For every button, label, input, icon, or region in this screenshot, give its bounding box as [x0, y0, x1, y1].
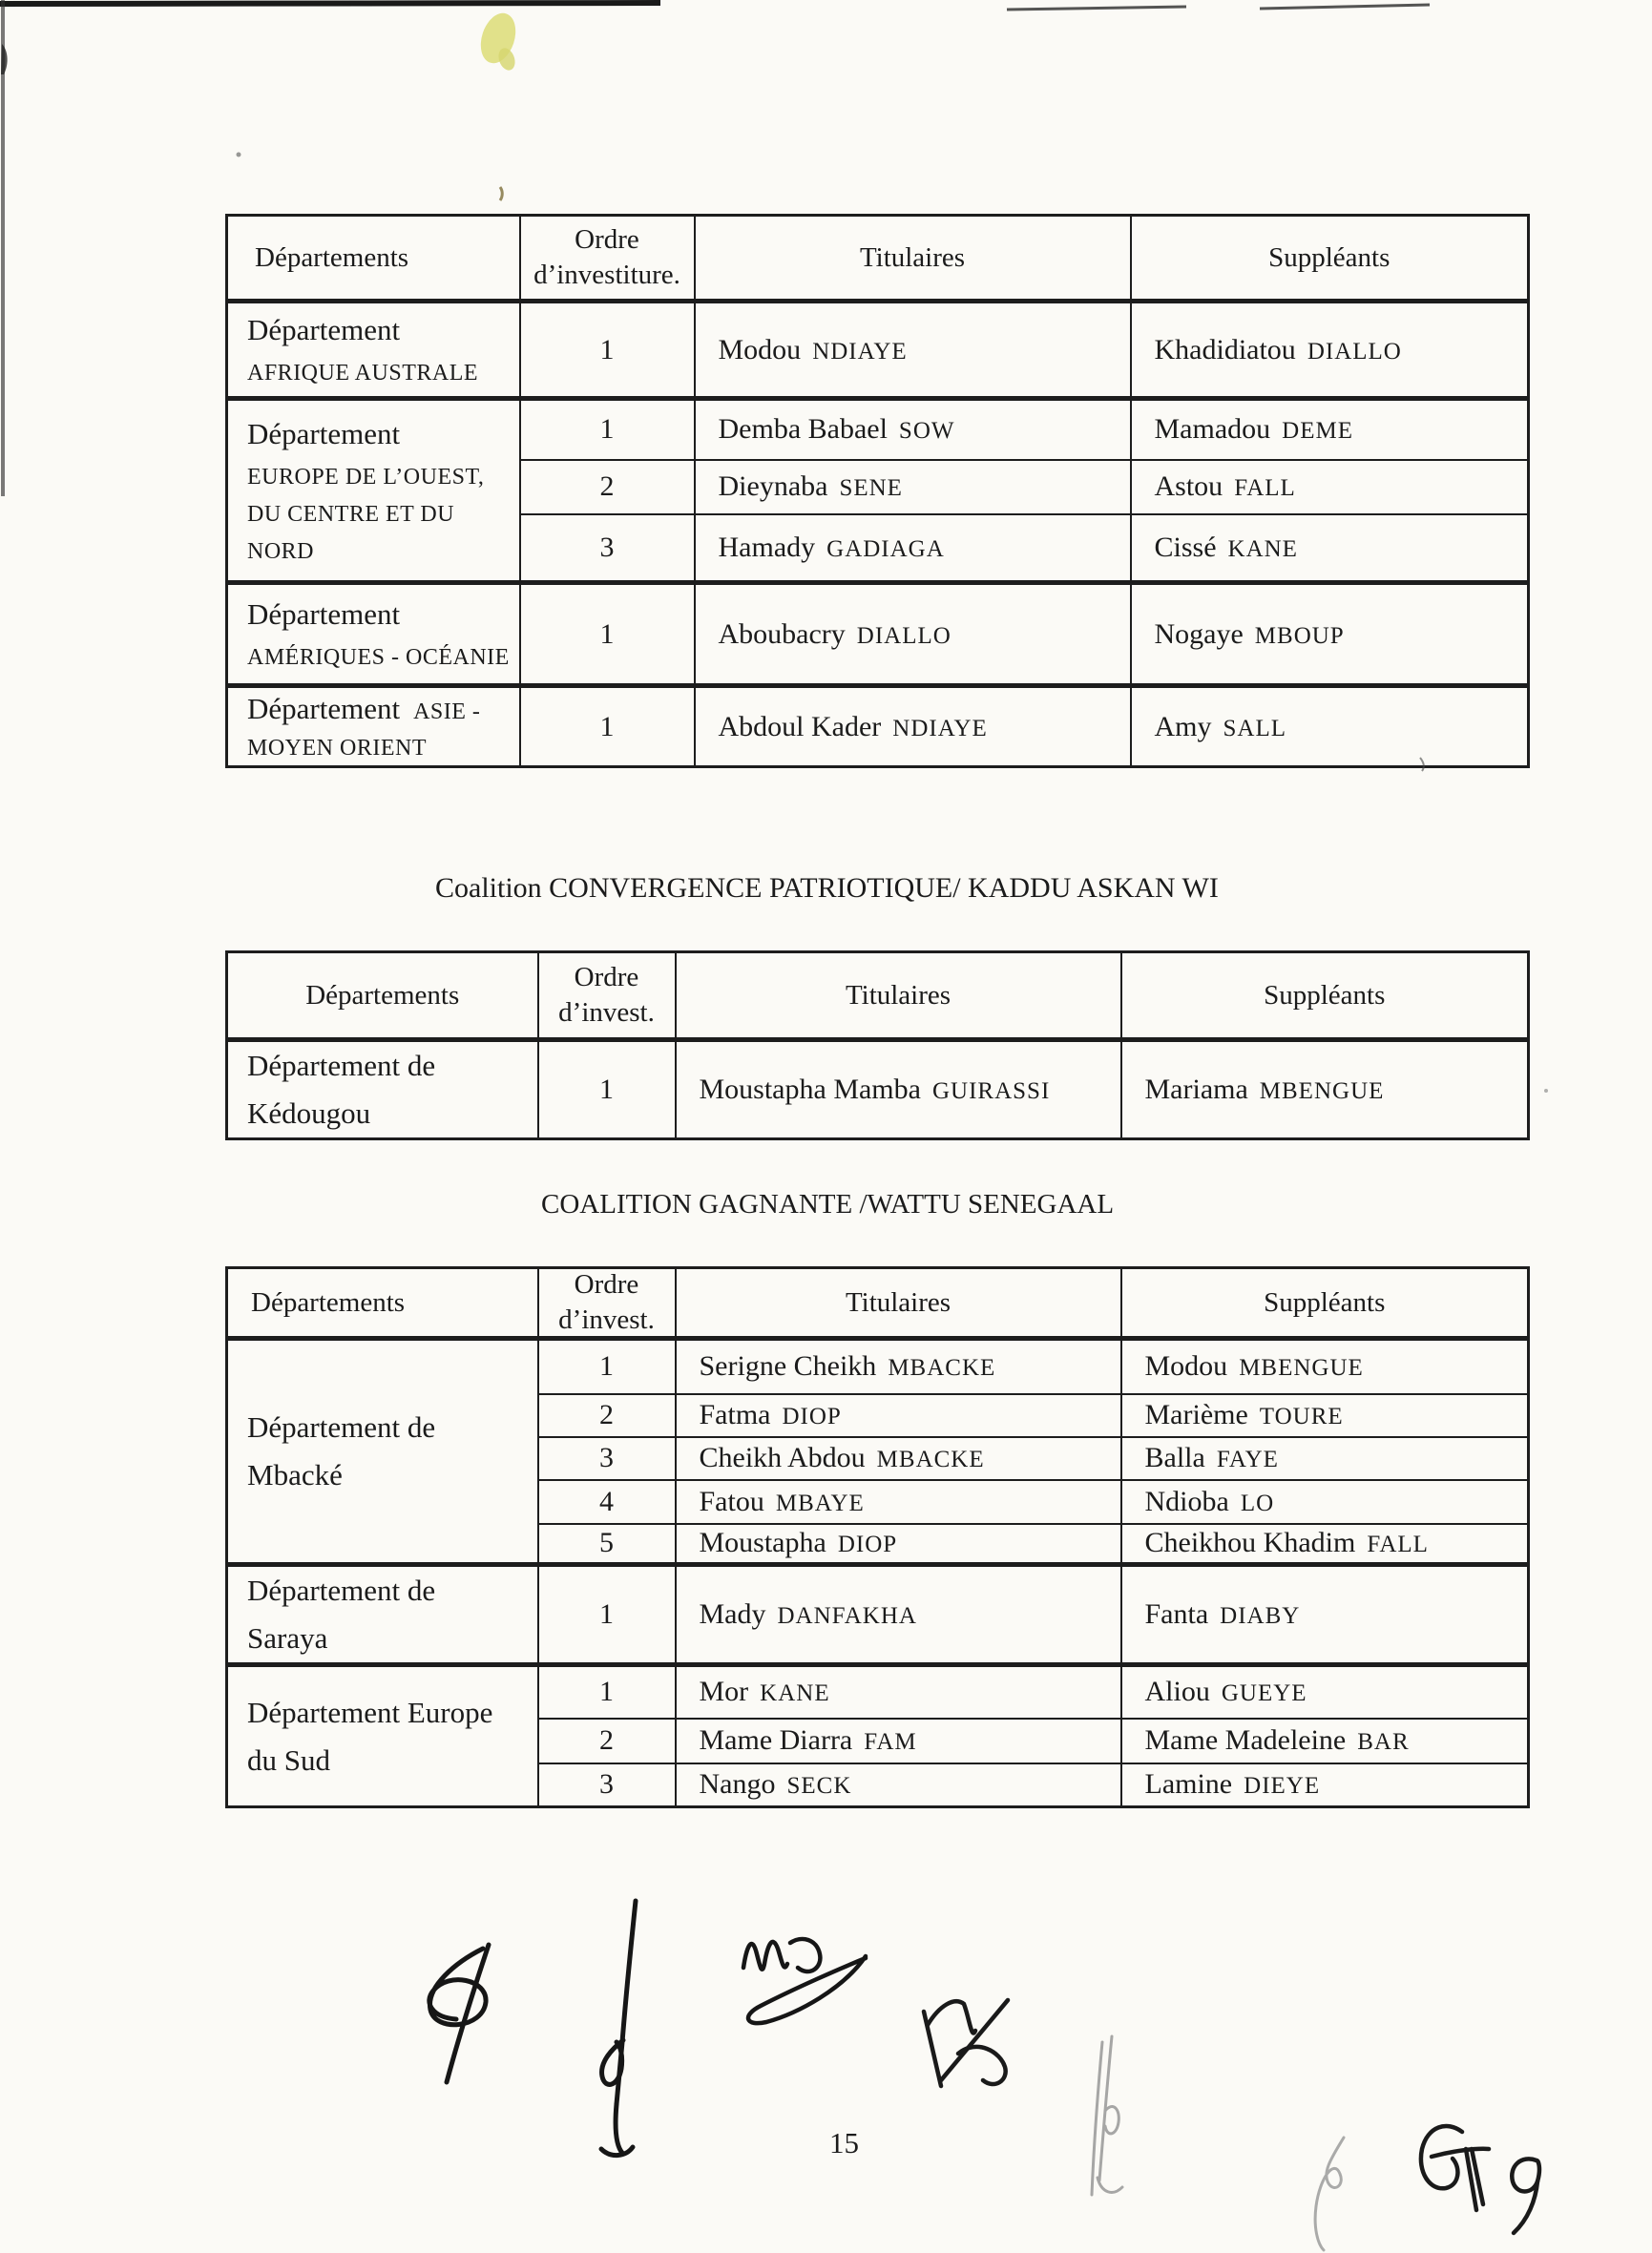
given-name: Nogaye — [1154, 617, 1244, 650]
titulaire-cell — [695, 686, 1131, 767]
scan-edge-line — [0, 3, 660, 4]
scan-edge-line — [1260, 5, 1430, 9]
ordre-header-line2: d’investiture. — [533, 260, 680, 290]
suppleant-cell — [1121, 1565, 1529, 1665]
signature-mark-8 — [1512, 2159, 1539, 2233]
given-name: Mame Madeleine — [1144, 1724, 1347, 1756]
suppleant-cell — [1131, 460, 1529, 514]
family-name: BAR — [1357, 1729, 1410, 1755]
family-name: FAM — [864, 1729, 917, 1755]
family-name: LO — [1240, 1490, 1275, 1516]
titulaire-cell — [676, 1719, 1121, 1763]
coalition-gagnante-heading: COALITION GAGNANTE /WATTU SENEGAAL — [541, 1189, 1115, 1220]
ordre-cell: 3 — [538, 1437, 676, 1480]
family-name: NDIAYE — [892, 715, 988, 741]
ordre-cell: 1 — [538, 1339, 676, 1394]
given-name: Ndioba — [1144, 1485, 1229, 1517]
given-name: Marième — [1144, 1399, 1248, 1430]
column-header-ordre — [520, 216, 695, 302]
yellow-smudge — [495, 46, 517, 73]
department-cell-europe-ouest — [227, 399, 520, 583]
suppleant-cell — [1131, 399, 1529, 460]
given-name: Amy — [1154, 710, 1212, 742]
given-name: Aliou — [1144, 1676, 1210, 1708]
titulaire-cell — [676, 1394, 1121, 1437]
given-name: Aboubacry — [718, 617, 846, 650]
given-name: Lamine — [1144, 1768, 1233, 1801]
family-name: GUIRASSI — [931, 1078, 1051, 1104]
table-row — [227, 686, 1529, 767]
titulaire-cell — [695, 460, 1131, 514]
ordre-cell: 2 — [538, 1719, 676, 1763]
signature-mark-7 — [1421, 2126, 1489, 2210]
column-header-titulaires: Titulaires — [676, 1268, 1121, 1339]
table-row — [227, 1339, 1529, 1394]
kaddu-askan-wi-table — [225, 950, 1530, 1140]
department-cell-saraya — [227, 1565, 538, 1665]
suppleant-cell — [1121, 1480, 1529, 1524]
signature-mark-1 — [429, 1945, 489, 2082]
given-name: Astou — [1154, 470, 1223, 502]
ordre-cell: 3 — [538, 1763, 676, 1807]
department-name: Département ASIE - — [247, 692, 481, 725]
given-name: Cheikh Abdou — [699, 1442, 866, 1473]
column-header-suppleants: Suppléants — [1131, 216, 1529, 302]
table-row — [227, 1040, 1529, 1139]
ordre-header-line1: Ordre — [574, 962, 639, 992]
family-name: GADIAGA — [826, 535, 945, 562]
table-row — [227, 1665, 1529, 1719]
given-name: Serigne Cheikh — [699, 1350, 877, 1383]
ordre-cell: 1 — [538, 1565, 676, 1665]
given-name: Mariama — [1144, 1074, 1248, 1105]
ordre-cell: 2 — [538, 1394, 676, 1437]
department-name-caps: DU CENTRE ET DU — [247, 501, 455, 527]
given-name: Nango — [699, 1768, 776, 1801]
department-name: Département — [247, 597, 401, 631]
department-name: Département de — [247, 1049, 436, 1082]
suppleant-cell — [1121, 1339, 1529, 1394]
table-header-row — [227, 952, 1529, 1040]
scan-blotch — [1, 44, 8, 74]
column-header-ordre — [538, 952, 676, 1040]
family-name: FALL — [1367, 1532, 1429, 1558]
family-name: DIALLO — [856, 622, 951, 649]
speck — [1544, 1089, 1548, 1093]
ordre-header-line1: Ordre — [575, 224, 639, 255]
family-name: GUEYE — [1221, 1680, 1307, 1707]
suppleant-cell — [1121, 1763, 1529, 1807]
department-cell-afrique-australe — [227, 302, 520, 399]
department-name-caps: MOYEN ORIENT — [247, 736, 427, 761]
given-name: Dieynaba — [718, 470, 828, 502]
ordre-header-line2: d’invest. — [558, 997, 655, 1028]
table-row — [227, 1565, 1529, 1665]
ordre-header-line1: Ordre — [574, 1269, 639, 1300]
department-name: Département — [247, 416, 401, 450]
given-name: Fanta — [1144, 1598, 1209, 1630]
titulaire-cell — [676, 1565, 1121, 1665]
table-header-row — [227, 216, 1529, 302]
ordre-cell: 1 — [520, 583, 695, 686]
yellow-smudge — [474, 9, 521, 68]
family-name: DEME — [1282, 418, 1353, 445]
given-name: Mamadou — [1154, 413, 1271, 446]
family-name: DIABY — [1220, 1603, 1301, 1629]
titulaire-cell — [676, 1437, 1121, 1480]
column-header-departements: Départements — [227, 1268, 538, 1339]
family-name: DIEYE — [1244, 1773, 1321, 1800]
family-name: SALL — [1223, 715, 1286, 741]
signature-mark-5 — [1092, 2036, 1122, 2195]
titulaire-cell — [676, 1040, 1121, 1139]
family-name: KANE — [760, 1680, 830, 1707]
family-name: DIALLO — [1307, 338, 1402, 365]
family-name: DIOP — [782, 1404, 842, 1429]
given-name: Balla — [1144, 1442, 1205, 1473]
department-name-caps: AFRIQUE AUSTRALE — [247, 361, 479, 386]
column-header-departements: Départements — [227, 952, 538, 1040]
given-name: Abdoul Kader — [718, 710, 882, 742]
department-name: Département de — [247, 1574, 436, 1607]
department-name: Département de — [247, 1410, 436, 1444]
family-name: MBENGUE — [1239, 1355, 1364, 1382]
department-name: Département — [247, 313, 401, 346]
table-row — [227, 302, 1529, 399]
titulaire-cell — [676, 1524, 1121, 1565]
signature-mark-2 — [601, 1901, 636, 2156]
column-header-titulaires: Titulaires — [676, 952, 1121, 1040]
ordre-cell: 1 — [520, 302, 695, 399]
given-name: Moustapha Mamba — [699, 1074, 921, 1105]
signature-mark-4 — [924, 2000, 1008, 2086]
given-name: Demba Babael — [718, 413, 888, 446]
column-header-suppleants: Suppléants — [1121, 1268, 1529, 1339]
given-name: Modou — [718, 333, 802, 365]
department-cell-europe-du-sud — [227, 1665, 538, 1807]
ordre-cell: 1 — [520, 686, 695, 767]
given-name: Fatma — [699, 1399, 771, 1430]
speck — [500, 187, 502, 200]
given-name: Modou — [1144, 1350, 1228, 1383]
given-name: Cissé — [1154, 531, 1217, 563]
diaspora-departments-table — [225, 214, 1530, 768]
signature-mark-6 — [1315, 2138, 1344, 2250]
department-name-caps: EUROPE DE L’OUEST, — [247, 464, 485, 490]
column-header-titulaires: Titulaires — [695, 216, 1131, 302]
ordre-cell: 1 — [520, 399, 695, 460]
department-name: Saraya — [247, 1621, 328, 1655]
suppleant-cell — [1121, 1524, 1529, 1565]
suppleant-cell — [1121, 1040, 1529, 1139]
ordre-cell: 1 — [538, 1665, 676, 1719]
given-name: Mame Diarra — [699, 1724, 853, 1756]
department-cell-kedougou — [227, 1040, 538, 1139]
column-header-suppleants: Suppléants — [1121, 952, 1529, 1040]
speck — [237, 153, 241, 157]
titulaire-cell — [695, 399, 1131, 460]
suppleant-cell — [1131, 583, 1529, 686]
column-header-ordre — [538, 1268, 676, 1339]
titulaire-cell — [676, 1763, 1121, 1807]
family-name: MBACKE — [888, 1355, 996, 1382]
department-name: Kédougou — [247, 1096, 371, 1130]
family-name: TOURE — [1259, 1404, 1344, 1429]
family-name: FAYE — [1216, 1447, 1279, 1472]
ordre-cell: 4 — [538, 1480, 676, 1524]
titulaire-cell — [695, 514, 1131, 583]
titulaire-cell — [695, 302, 1131, 399]
department-name-caps: NORD — [247, 538, 315, 564]
titulaire-cell — [695, 583, 1131, 686]
given-name: Cheikhou Khadim — [1144, 1527, 1356, 1559]
page-number: 15 — [829, 2126, 859, 2159]
suppleant-cell — [1121, 1394, 1529, 1437]
table-header-row — [227, 1268, 1529, 1339]
given-name: Khadidiatou — [1154, 333, 1296, 365]
column-header-departements: Départements — [227, 216, 520, 302]
suppleant-cell — [1131, 514, 1529, 583]
family-name: NDIAYE — [812, 338, 908, 365]
suppleant-cell — [1121, 1437, 1529, 1480]
family-name: DIOP — [837, 1532, 898, 1558]
table-row — [227, 399, 1529, 460]
ordre-cell: 5 — [538, 1524, 676, 1565]
suppleant-cell — [1131, 302, 1529, 399]
titulaire-cell — [676, 1480, 1121, 1524]
department-name-caps: AMÉRIQUES - OCÉANIE — [247, 645, 510, 670]
ordre-cell: 2 — [520, 460, 695, 514]
ordre-cell: 1 — [538, 1040, 676, 1139]
family-name: FALL — [1234, 475, 1296, 501]
family-name: MBENGUE — [1259, 1078, 1385, 1104]
signature-mark-3 — [743, 1939, 866, 2023]
department-name: Département Europe — [247, 1695, 493, 1729]
titulaire-cell — [676, 1339, 1121, 1394]
family-name: MBAYE — [775, 1490, 865, 1516]
wattu-senegaal-table — [225, 1266, 1530, 1808]
given-name: Fatou — [699, 1485, 764, 1517]
coalition-convergence-heading: Coalition CONVERGENCE PATRIOTIQUE/ KADDU ASKAN WI — [435, 872, 1219, 904]
department-cell-mbacke — [227, 1339, 538, 1565]
family-name: MBACKE — [876, 1447, 985, 1472]
given-name: Mady — [699, 1598, 766, 1630]
department-name: Mbacké — [247, 1458, 343, 1492]
department-name: du Sud — [247, 1742, 330, 1777]
ordre-header-line2: d’invest. — [558, 1304, 655, 1335]
scan-edge-line — [1007, 7, 1186, 10]
titulaire-cell — [676, 1665, 1121, 1719]
suppleant-cell — [1131, 686, 1529, 767]
family-name: DANFAKHA — [777, 1603, 917, 1629]
family-name: SOW — [898, 418, 955, 445]
suppleant-cell — [1121, 1719, 1529, 1763]
given-name: Moustapha — [699, 1527, 826, 1559]
department-cell-asie-moyen-orient — [227, 686, 520, 767]
suppleant-cell — [1121, 1665, 1529, 1719]
family-name: MBOUP — [1254, 622, 1345, 649]
given-name: Mor — [699, 1676, 749, 1708]
given-name: Hamady — [718, 531, 816, 563]
family-name: KANE — [1227, 535, 1298, 562]
table-row — [227, 583, 1529, 686]
department-cell-ameriques-oceanie — [227, 583, 520, 686]
family-name: SENE — [839, 475, 903, 501]
ordre-cell: 3 — [520, 514, 695, 583]
family-name: SECK — [786, 1773, 852, 1800]
